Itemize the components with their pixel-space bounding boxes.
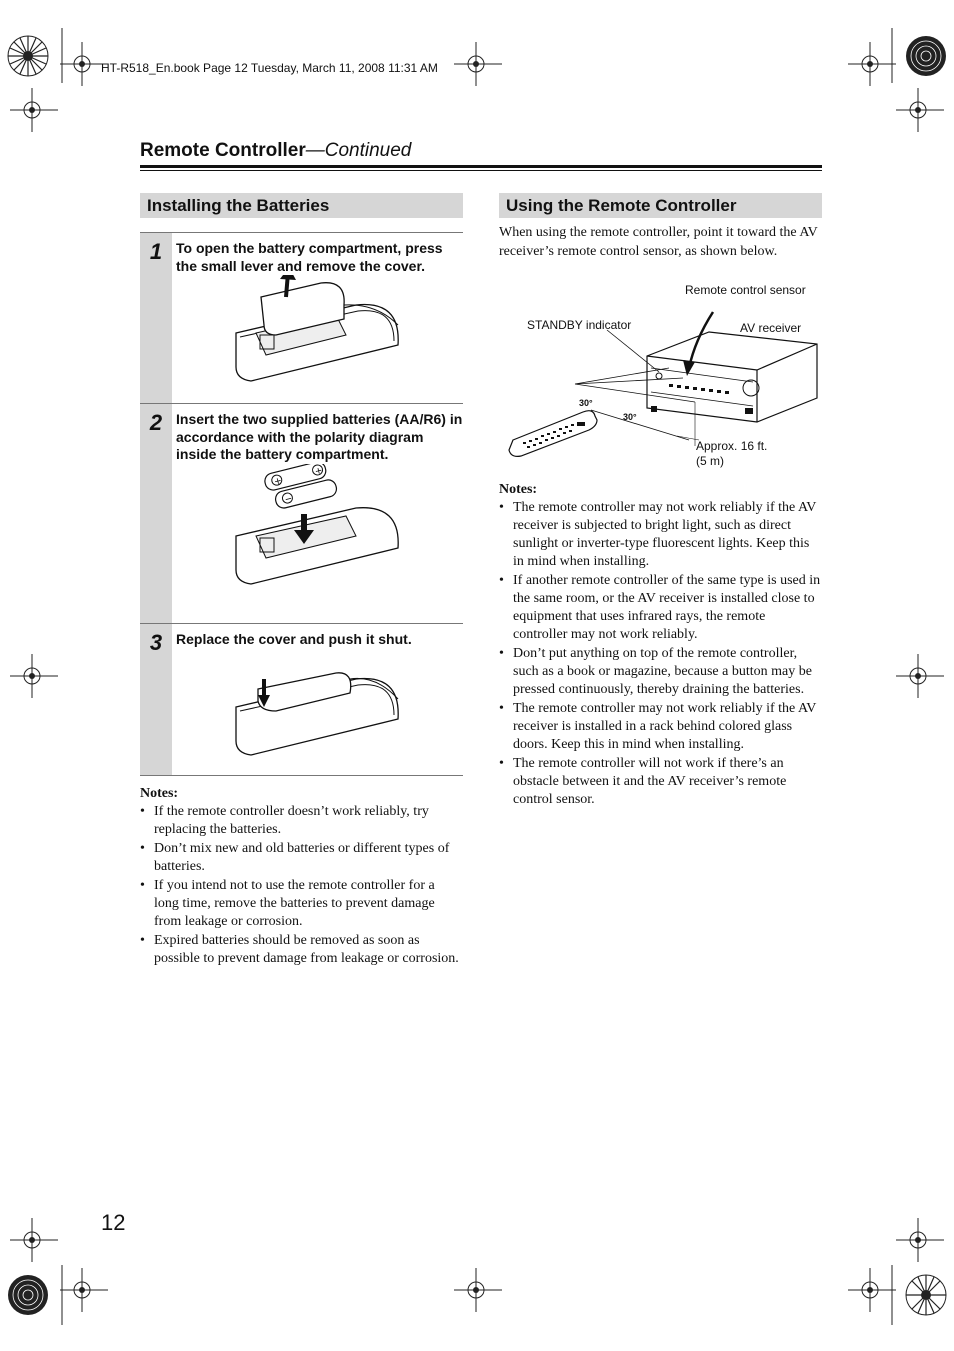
- step-2: [140, 403, 463, 623]
- remote-range-illustration: [499, 280, 823, 475]
- crosshair-mark-icon: [896, 88, 946, 138]
- title-rule: [140, 170, 822, 171]
- intro-paragraph: When using the remote controller, point it toward the AV receiver’s remote control sensor, as shown below.: [499, 225, 818, 259]
- note-item: • The remote controller may not work reliably if the AV receiver is installed in a rack behind colored glass doors. Keep this in mind when installing.: [499, 700, 823, 754]
- label-distance-line2: (5 m): [696, 454, 724, 468]
- page-number: 12: [101, 1210, 126, 1235]
- notes-title: Notes:: [499, 482, 538, 497]
- battery-insert-illustration: [226, 464, 406, 586]
- label-remote-control-sensor: Remote control sensor: [685, 283, 806, 297]
- crosshair-mark-icon: [60, 1268, 110, 1318]
- step-number: 1: [140, 233, 172, 403]
- svg-text:+: +: [273, 475, 283, 488]
- right-notes: [499, 482, 823, 810]
- note-item: • Expired batteries should be removed as soon as possible to prevent damage from leakage or corrosion.: [140, 932, 463, 968]
- label-av-receiver: AV receiver: [740, 321, 802, 335]
- crosshair-mark-icon: [896, 1218, 946, 1268]
- label-distance-line1: Approx. 16 ft.: [696, 439, 768, 453]
- page-title-main: Remote Controller: [140, 140, 306, 161]
- remote-range-diagram: [499, 280, 823, 475]
- step-3: [140, 623, 463, 776]
- step-text: To open the battery compartment, press the small lever and remove the cover.: [176, 240, 443, 274]
- registration-mark-icon: [890, 28, 954, 88]
- steps-list: [140, 232, 463, 776]
- crosshair-mark-icon: [896, 654, 946, 704]
- crosshair-mark-icon: [10, 88, 60, 138]
- note-item: • The remote controller will not work if there’s an obstacle between it and the AV receiver’s remote control sensor.: [499, 755, 823, 809]
- svg-text:−: −: [283, 493, 294, 506]
- crosshair-mark-icon: [454, 1268, 504, 1318]
- registration-mark-icon: [890, 1265, 954, 1325]
- label-standby-indicator: STANDBY indicator: [527, 318, 632, 332]
- note-item: • Don’t put anything on top of the remote controller, such as a book or magazine, because a button may be pressed continuously, thereby draining the batteries.: [499, 645, 823, 699]
- page-title: [140, 140, 411, 162]
- label-angle-right: 30°: [623, 412, 637, 422]
- step-number: 2: [140, 404, 172, 623]
- crosshair-mark-icon: [454, 42, 504, 92]
- note-item: • If you intend not to use the remote controller for a long time, remove the batteries to prevent damage from leakage or corrosion.: [140, 877, 463, 931]
- section-heading-using-remote: Using the Remote Controller: [499, 193, 822, 218]
- note-item: • If the remote controller doesn’t work reliably, try replacing the batteries.: [140, 803, 463, 839]
- step-number: 3: [140, 624, 172, 775]
- crosshair-mark-icon: [10, 1218, 60, 1268]
- registration-mark-icon: [0, 1265, 64, 1325]
- label-distance: [696, 439, 767, 469]
- left-notes: [140, 786, 463, 969]
- file-header: HT-R518_En.book Page 12 Tuesday, March 11, 2008 11:31 AM: [101, 61, 438, 75]
- label-angle-left: 30°: [579, 398, 593, 408]
- crosshair-mark-icon: [10, 654, 60, 704]
- title-rule: [140, 165, 822, 168]
- battery-cover-close-illustration: [226, 649, 406, 759]
- page-title-suffix: —Continued: [305, 140, 412, 161]
- step-text: Insert the two supplied batteries (AA/R6) in accordance with the polarity diagram inside the battery compartment.: [176, 411, 463, 462]
- notes-title: Notes:: [140, 786, 179, 801]
- note-item: • Don’t mix new and old batteries or different types of batteries.: [140, 840, 463, 876]
- note-item: • The remote controller may not work reliably if the AV receiver is subjected to bright light, such as direct sunlight or inverter-type fluorescent lights. Keep this in mind when installing.: [499, 499, 823, 571]
- note-item: • If another remote controller of the same type is used in the same room, or the AV receiver is installed close to equipment that uses infrared rays, the remote controller may not work reliably.: [499, 572, 823, 644]
- svg-text:+: +: [313, 465, 324, 477]
- step-text: Replace the cover and push it shut.: [176, 631, 412, 647]
- step-1: [140, 232, 463, 403]
- section-heading-installing-batteries: Installing the Batteries: [140, 193, 463, 218]
- battery-cover-open-illustration: [226, 275, 406, 385]
